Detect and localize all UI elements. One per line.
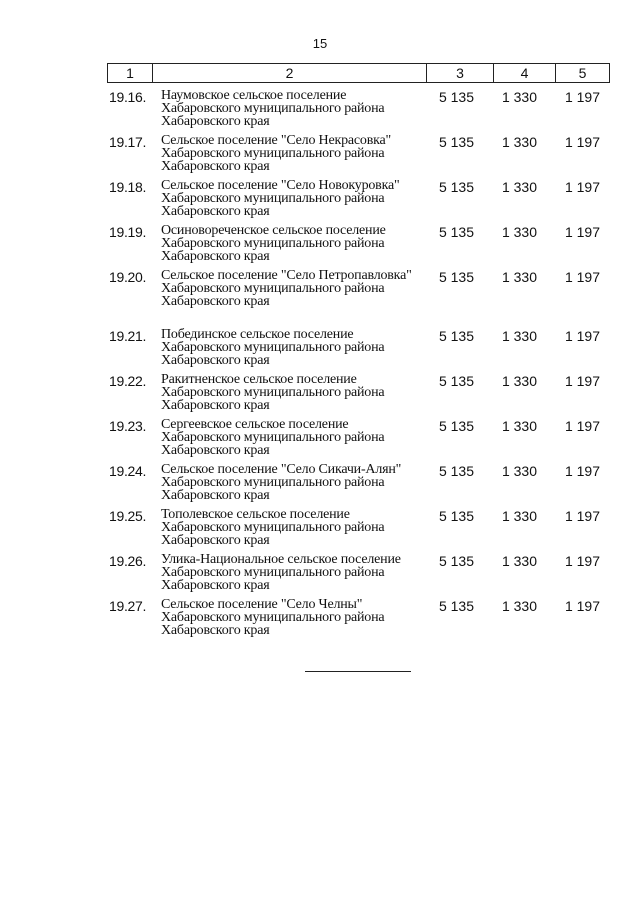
row-number: 19.16.	[109, 89, 147, 105]
settlement-name: Сельское поселение "Село Новокуровка" Хабаровского муниципального района Хабаровского края	[161, 178, 400, 219]
header-col-1: 1	[108, 64, 153, 82]
value-col-4: 1 330	[501, 508, 537, 524]
settlement-name: Ракитненское сельское поселение Хабаровского муниципального района Хабаровского края	[161, 372, 385, 413]
value-col-3: 5 135	[438, 179, 474, 195]
value-col-3: 5 135	[438, 269, 474, 285]
value-col-3: 5 135	[438, 89, 474, 105]
value-col-5: 1 197	[564, 179, 600, 195]
value-col-4: 1 330	[501, 89, 537, 105]
value-col-5: 1 197	[564, 134, 600, 150]
row-number: 19.24.	[109, 463, 147, 479]
settlement-name: Сергеевское сельское поселение Хабаровского муниципального района Хабаровского края	[161, 417, 385, 458]
value-col-3: 5 135	[438, 328, 474, 344]
value-col-5: 1 197	[564, 598, 600, 614]
value-col-3: 5 135	[438, 373, 474, 389]
value-col-4: 1 330	[501, 598, 537, 614]
value-col-4: 1 330	[501, 373, 537, 389]
value-col-4: 1 330	[501, 463, 537, 479]
value-col-4: 1 330	[501, 328, 537, 344]
value-col-3: 5 135	[438, 463, 474, 479]
row-number: 19.18.	[109, 179, 147, 195]
value-col-5: 1 197	[564, 463, 600, 479]
settlement-name: Сельское поселение "Село Некрасовка" Хабаровского муниципального района Хабаровского края	[161, 133, 392, 174]
value-col-5: 1 197	[564, 508, 600, 524]
value-col-5: 1 197	[564, 269, 600, 285]
table-row	[109, 552, 609, 597]
row-number: 19.26.	[109, 553, 147, 569]
header-col-3: 3	[427, 64, 494, 82]
table-row	[109, 178, 609, 223]
value-col-5: 1 197	[564, 328, 600, 344]
table-row	[109, 507, 609, 552]
table-row	[109, 327, 609, 372]
row-number: 19.22.	[109, 373, 147, 389]
row-number: 19.27.	[109, 598, 147, 614]
settlement-name: Сельское поселение "Село Сикачи-Алян" Хабаровского муниципального района Хабаровского края	[161, 462, 402, 503]
value-col-4: 1 330	[501, 179, 537, 195]
table-row	[109, 133, 609, 178]
row-number: 19.17.	[109, 134, 147, 150]
table-row	[109, 223, 609, 268]
settlement-name: Сельское поселение "Село Челны" Хабаровского муниципального района Хабаровского края	[161, 597, 385, 638]
row-number: 19.20.	[109, 269, 147, 285]
row-number: 19.19.	[109, 224, 147, 240]
header-col-2: 2	[153, 64, 427, 82]
table-body	[109, 88, 609, 642]
table-row	[109, 372, 609, 417]
value-col-5: 1 197	[564, 373, 600, 389]
value-col-3: 5 135	[438, 418, 474, 434]
value-col-4: 1 330	[501, 418, 537, 434]
page-number: 15	[312, 36, 328, 51]
value-col-5: 1 197	[564, 224, 600, 240]
table-row	[109, 417, 609, 462]
settlement-name: Осиновореченское сельское поселение Хабаровского муниципального района Хабаровского края	[161, 223, 386, 264]
table-row	[109, 268, 609, 327]
settlement-name: Наумовское сельское поселение Хабаровского муниципального района Хабаровского края	[161, 88, 385, 129]
value-col-3: 5 135	[438, 553, 474, 569]
value-col-3: 5 135	[438, 134, 474, 150]
value-col-5: 1 197	[564, 418, 600, 434]
end-of-document-divider	[305, 671, 411, 672]
settlement-name: Улика-Национальное сельское поселение Хабаровского муниципального района Хабаровского края	[161, 552, 401, 593]
header-col-5: 5	[578, 65, 587, 81]
value-col-5: 1 197	[564, 553, 600, 569]
value-col-5: 1 197	[564, 89, 600, 105]
table-row	[109, 88, 609, 133]
value-col-4: 1 330	[501, 224, 537, 240]
row-number: 19.23.	[109, 418, 147, 434]
value-col-3: 5 135	[438, 224, 474, 240]
row-number: 19.25.	[109, 508, 147, 524]
settlement-name: Побединское сельское поселение Хабаровского муниципального района Хабаровского края	[161, 327, 385, 368]
table-row	[109, 462, 609, 507]
value-col-4: 1 330	[501, 553, 537, 569]
value-col-4: 1 330	[501, 134, 537, 150]
settlement-name: Тополевское сельское поселение Хабаровского муниципального района Хабаровского края	[161, 507, 385, 548]
row-number: 19.21.	[109, 328, 147, 344]
value-col-3: 5 135	[438, 598, 474, 614]
table-header	[107, 63, 610, 83]
settlement-name: Сельское поселение "Село Петропавловка" Хабаровского муниципального района Хабаровского края	[161, 268, 412, 309]
value-col-4: 1 330	[501, 269, 537, 285]
value-col-3: 5 135	[438, 508, 474, 524]
table-row	[109, 597, 609, 642]
header-col-4: 4	[494, 64, 556, 82]
